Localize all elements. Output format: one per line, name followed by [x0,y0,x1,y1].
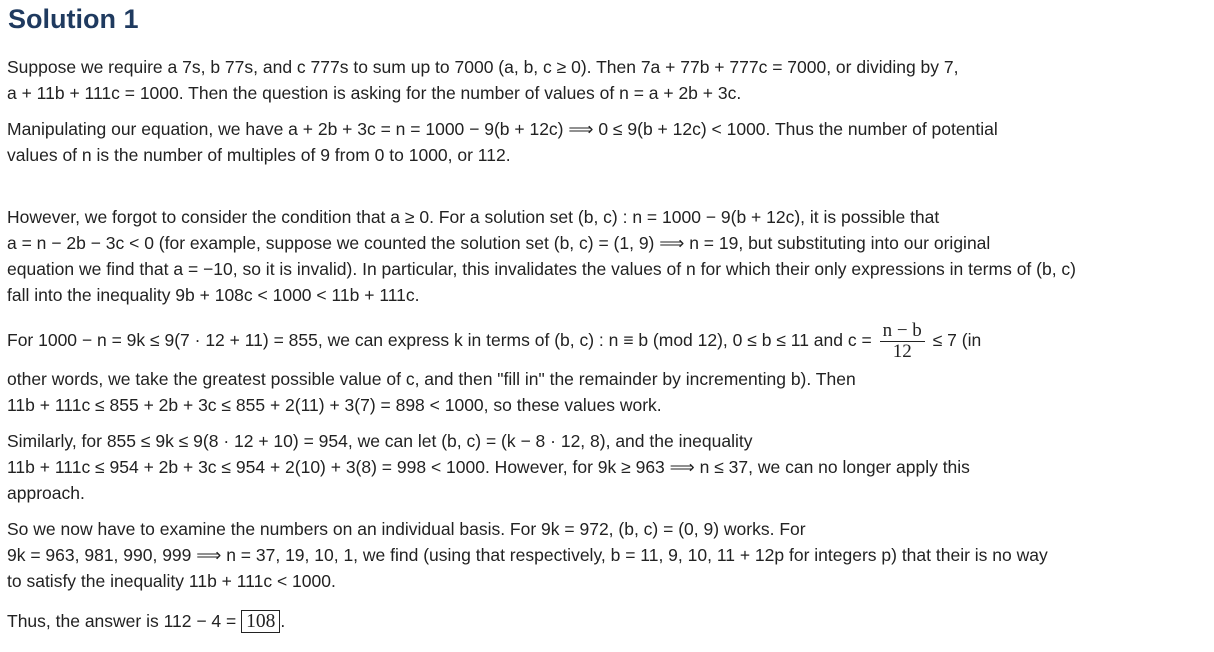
paragraph-4-line-1-text: For 1000 − n = 9k ≤ 9(7 · 12 + 11) = 855, we can express k in terms of (b, c) : n ≡ b (mod 12), 0 ≤ b ≤ 11 and c = [7,330,872,350]
paragraph-4-line-2: other words, we take the greatest possible value of c, and then "fill in" the remainder by incrementing b). Then [7,369,856,389]
answer-suffix: . [280,611,286,631]
paragraph-5-line-3: approach. [7,483,85,503]
paragraph-4-line-3: 11b + 111c ≤ 855 + 2b + 3c ≤ 855 + 2(11) + 3(7) = 898 < 1000, so these values work. [7,395,662,415]
paragraph-7-line-1 [7,608,1210,635]
paragraph-1-line-1: Suppose we require a 7s, b 77s, and c 777s to sum up to 7000 (a, b, c ≥ 0). Then 7a + 77b + 777c = 7000, or dividing by 7, [7,57,959,77]
fraction-numerator: n − b [880,321,925,342]
fraction [880,321,925,362]
answer-prefix: Thus, the answer is 112 − 4 = [7,611,237,631]
paragraph-3-line-4: fall into the inequality 9b + 108c < 1000 < 11b + 111c. [7,285,420,305]
paragraph-5-line-1: Similarly, for 855 ≤ 9k ≤ 9(8 · 12 + 10) = 954, we can let (b, c) = (k − 8 · 12, 8), and the inequality [7,431,753,451]
paragraph-6-line-2: 9k = 963, 981, 990, 999 ⟹ n = 37, 19, 10, 1, we find (using that respectively, b = 11, 9, 10, 11 + 12p for integers p) that their is no way [7,545,1048,565]
fraction-denominator: 12 [892,340,912,362]
paragraph-1-line-2: a + 11b + 111c = 1000. Then the question is asking for the number of values of n = a + 2b + 3c. [7,83,742,103]
paragraph-3-line-1: However, we forgot to consider the condition that a ≥ 0. For a solution set (b, c) : n = 1000 − 9(b + 12c), it is possible that [7,207,940,227]
paragraph-4-line-1 [7,318,1210,364]
paragraph-3-line-3: equation we find that a = −10, so it is invalid). In particular, this invalidates the values of n for which their only expressions in terms of (b, c) [7,259,1077,279]
solution-heading: Solution 1 [8,4,139,34]
answer-box: 108 [241,610,280,633]
paragraph-5-line-2: 11b + 111c ≤ 954 + 2b + 3c ≤ 954 + 2(10) + 3(8) = 998 < 1000. However, for 9k ≥ 963 ⟹ n ≤ 37, we can no longer apply this [7,457,970,477]
paragraph-3-line-2: a = n − 2b − 3c < 0 (for example, suppose we counted the solution set (b, c) = (1, 9) ⟹ n = 19, but substituting into our original [7,233,991,253]
paragraph-2-line-1: Manipulating our equation, we have a + 2b + 3c = n = 1000 − 9(b + 12c) ⟹ 0 ≤ 9(b + 12c) < 1000. Thus the number of potential [7,119,998,139]
paragraph-4-line-1-tail: ≤ 7 (in [932,330,982,350]
paragraph-6-line-3: to satisfy the inequality 11b + 111c < 1000. [7,571,336,591]
paragraph-6-line-1: So we now have to examine the numbers on an individual basis. For 9k = 972, (b, c) = (0, 9) works. For [7,519,806,539]
paragraph-2-line-2: values of n is the number of multiples of 9 from 0 to 1000, or 112. [7,145,511,165]
